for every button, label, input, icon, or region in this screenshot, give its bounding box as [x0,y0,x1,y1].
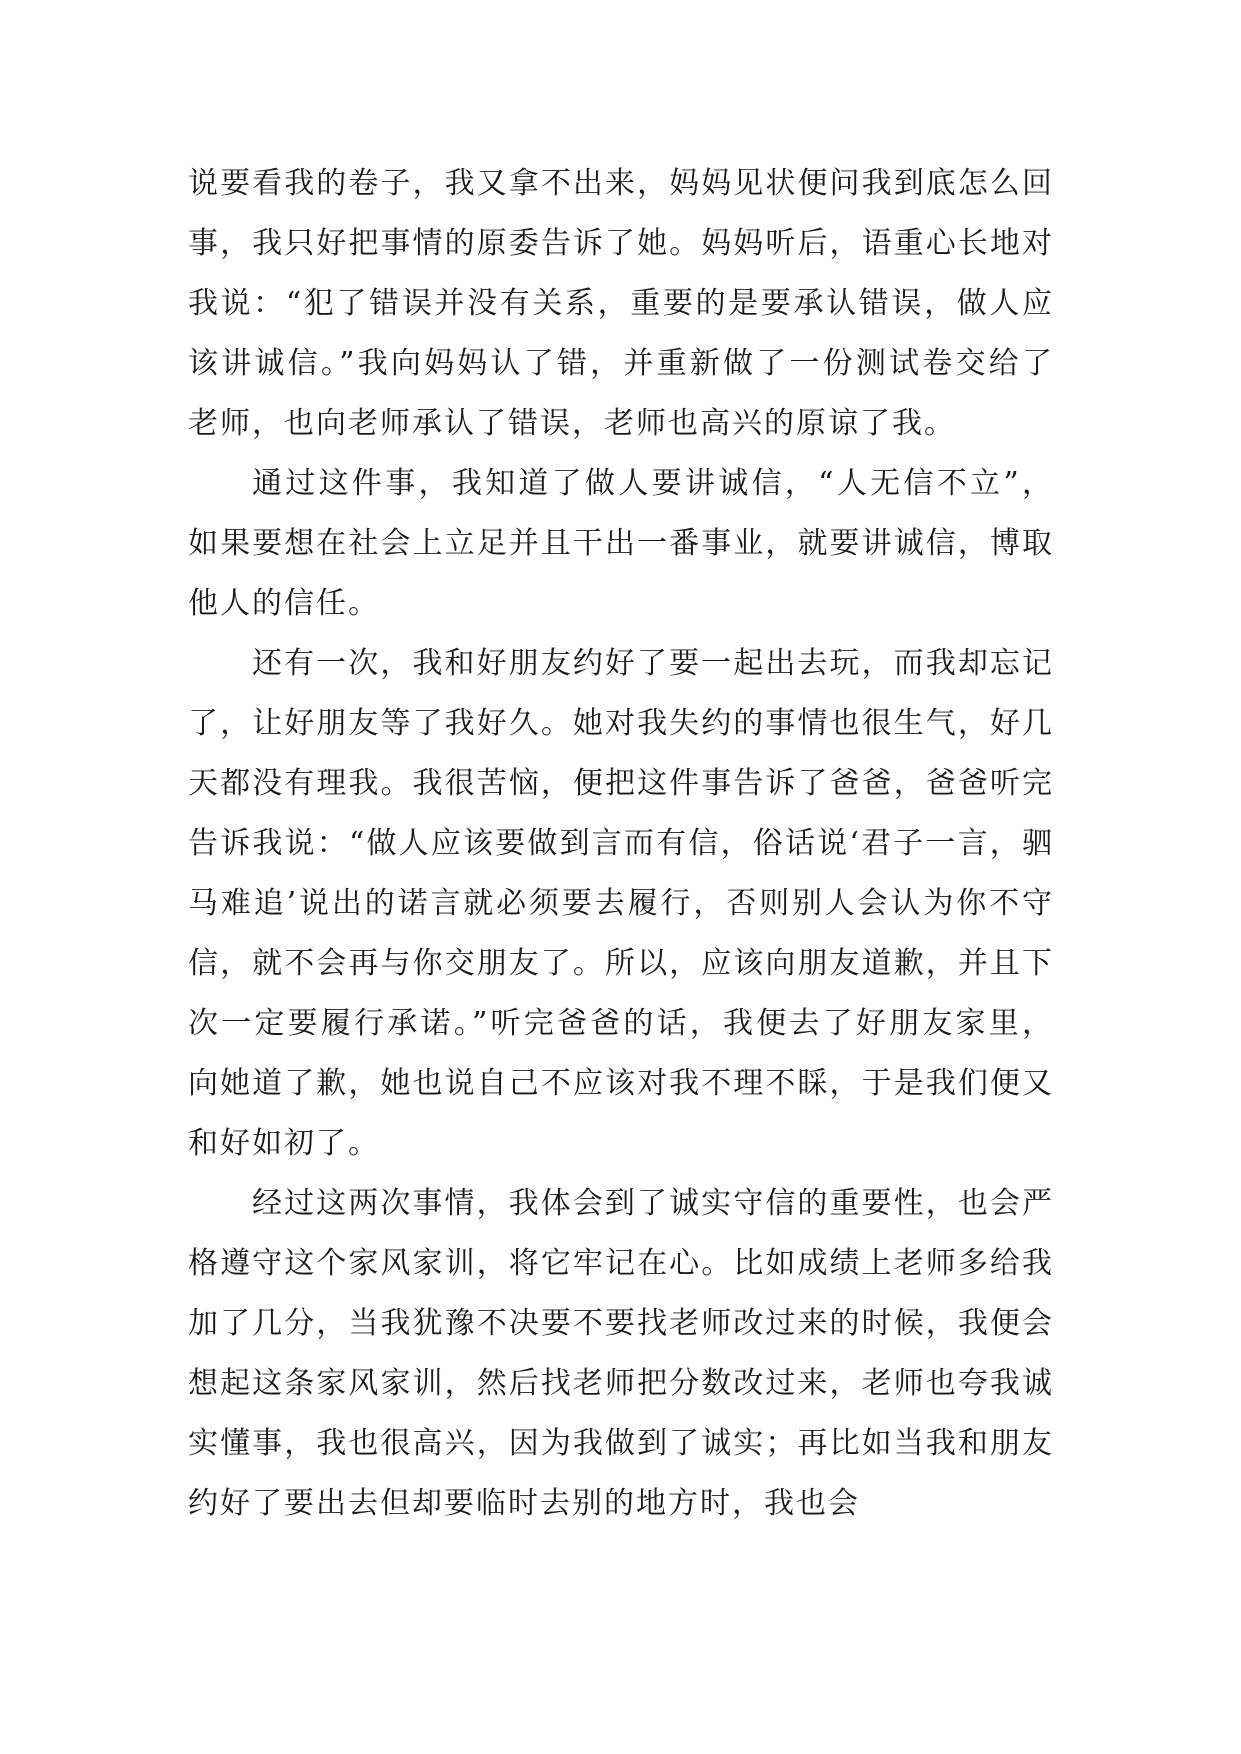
paragraph: 通过这件事，我知道了做人要讲诚信，“人无信不立”，如果要想在社会上立足并且干出一番事业，就要讲诚信，博取他人的信任。 [188,466,1054,621]
paragraph: 还有一次，我和好朋友约好了要一起出去玩，而我却忘记了，让好朋友等了我好久。她对我失约的事情也很生气，好几天都没有理我。我很苦恼，便把这件事告诉了爸爸，爸爸听完告诉我说：“做人应该要做到言而有信，俗话说‘君子一言，驷马难追’说出的诺言就必须要去履行，否则别人会认为你不守信，就不会再与你交朋友了。所以，应该向朋友道歉，并且下次一定要履行承诺。”听完爸爸的话，我便去了好朋友家里，向她道了歉，她也说自己不应该对我不理不睬，于是我们便又和好如初了。 [188,646,1054,1161]
paragraph-continuation: 说要看我的卷子，我又拿不出来，妈妈见状便问我到底怎么回事，我只好把事情的原委告诉了她。妈妈听后，语重心长地对我说：“犯了错误并没有关系，重要的是要承认错误，做人应该讲诚信。”我向妈妈认了错，并重新做了一份测试卷交给了老师，也向老师承认了错误，老师也高兴的原谅了我。 [188,166,1054,441]
paragraph: 经过这两次事情，我体会到了诚实守信的重要性，也会严格遵守这个家风家训，将它牢记在心。比如成绩上老师多给我加了几分，当我犹豫不决要不要找老师改过来的时候，我便会想起这条家风家训，然后找老师把分数改过来，老师也夸我诚实懂事，我也很高兴，因为我做到了诚实；再比如当我和朋友约好了要出去但却要临时去别的地方时，我也会 [188,1186,1054,1521]
body-text [188,154,1054,1534]
